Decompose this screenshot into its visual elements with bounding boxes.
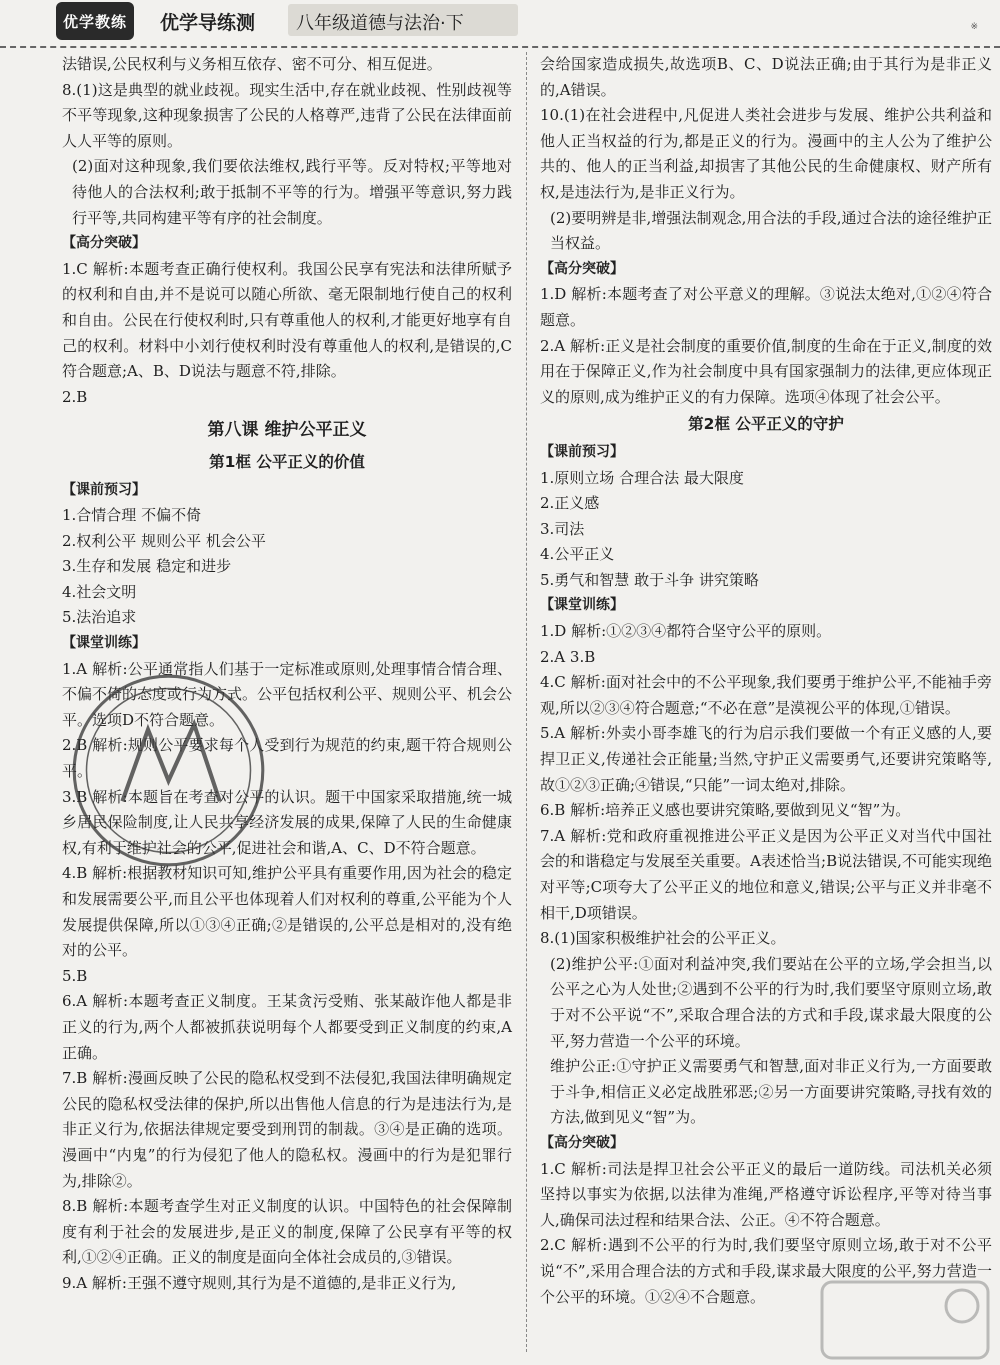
chapter-title: 第八课 维护公平正义 <box>207 420 367 441</box>
answer-item: 2.正义感 <box>540 494 600 513</box>
answer-item: 6.A 解析:本题考查正义制度。王某贪污受贿、张某敲诈他人都是非正义的行为,两个人都被抓获说明每个人都要受到正义制度的约束,A正确。 <box>62 992 512 1062</box>
answer-item: 4.B 解析:根据教材知识可知,维护公平具有重要作用,因为社会的稳定和发展需要公平,而且公平也体现着人们对权利的尊重,公平能为个人发展提供保障,所以①③④正确;②是错误的,公平总是相对的,没有绝对的公平。 <box>62 864 512 960</box>
book-subject: 八年级道德与法治·下 <box>296 13 464 34</box>
page-header <box>0 0 1000 48</box>
section-heading-gaofen-2: 【高分突破】 <box>540 1134 624 1151</box>
answer-item: 7.A 解析:党和政府重视推进公平正义是因为公平正义对当代中国社会的和谐稳定与发展至关重要。A表述恰当;B说法错误,不可能实现绝对平等;C项夸大了公平正义的地位和意义,错误;公平与正义并非毫不相干,D项错误。 <box>540 826 992 922</box>
subsection-title: 第2框 公平正义的守护 <box>688 415 844 434</box>
answer-item: 10.(1)在社会进程中,凡促进人类社会进步与发展、维护公共利益和他人正当权益的行为,都是正义的行为。漫画中的主人公为了维护公共的、他人的正当利益,却损害了其他公民的生命健康权、财产所有权,是违法行为,是非正义行为。 <box>540 106 992 201</box>
answer-item: 维护公正:①守护正义需要勇气和智慧,面对非正义行为,一方面要敢于斗争,相信正义必定战胜邪恶;②另一方面要讲究策略,寻找有效的方法,做到见义“智”为。 <box>550 1057 992 1127</box>
answer-item: 2.B 解析:规则公平要求每个人受到行为规范的约束,题干符合规则公平。 <box>62 736 512 781</box>
section-heading-gaofen: 【高分突破】 <box>62 235 146 252</box>
answer-item: 4.公平正义 <box>540 545 615 564</box>
answer-item: (2)面对这种现象,我们要依法维权,践行平等。反对特权;平等地对待他人的合法权利;敢于抵制不平等的行为。增强平等意识,努力践行平等,共同构建平等有序的社会制度。 <box>72 157 512 227</box>
left-column <box>62 52 512 1297</box>
answer-item: 7.B 解析:漫画反映了公民的隐私权受到不法侵犯,我国法律明确规定公民的隐私权受法律的保护,所以出售他人信息的行为是违法行为,是非正义行为,依据法律规定要受到刑罚的制裁。③④是正确的选项。漫画中“内鬼”的行为侵犯了他人的隐私权。漫画中的行为是犯罪行为,排除②。 <box>62 1069 512 1190</box>
answer-item: 2.A 3.B <box>540 647 596 666</box>
answer-item: 5.勇气和智慧 敢于斗争 讲究策略 <box>540 570 759 589</box>
answer-item: 2.B <box>62 387 88 406</box>
section-heading-xunlian: 【课堂训练】 <box>62 635 146 652</box>
answer-item: 8.B 解析:本题考查学生对正义制度的认识。中国特色的社会保障制度有利于社会的发展进步,是正义的制度,保障了公民享有平等的权利,①②④正确。正义的制度是面向全体社会成员的,③错误。 <box>62 1197 512 1267</box>
book-title: 优学导练测 <box>160 12 256 34</box>
subsection-title: 第1框 公平正义的价值 <box>209 452 365 471</box>
answer-item: 2.A 解析:正义是社会制度的重要价值,制度的生命在于正义,制度的效用在于保障正义,作为社会制度中具有国家强制力的法律,更应体现正义的原则,成为维护正义的有力保障。选项④体现了社会公平。 <box>540 336 992 406</box>
right-column <box>540 52 992 1310</box>
brand-logo: 优学教练 <box>56 2 134 40</box>
answer-item: (2)维护公平:①面对利益冲突,我们要站在公平的立场,学会担当,以公平之心为人处世;②遇到不公平的行为时,我们要坚守原则立场,敢于对不公平说“不”,采取合理合法的方式和手段,谋求最大限度的公平,努力营造一个公平的环境。 <box>550 954 992 1050</box>
section-heading-xunlian: 【课堂训练】 <box>540 597 624 614</box>
answer-item: 1.C 解析:本题考查正确行使权利。我国公民享有宪法和法律所赋予的权利和自由,并不是说可以随心所欲、毫无限制地行使自己的权利和自由。公民在行使权利时,只有尊重他人的权利,才能更好地享有自己的权利。材料中小刘行使权利时没有尊重他人的权利,是错误的,C符合题意;A、B、D说法与题意不符,排除。 <box>62 259 512 381</box>
paragraph: 法错误,公民权利与义务相互依存、密不可分、相互促进。 <box>62 55 442 73</box>
answer-item: 1.A 解析:公平通常指人们基于一定标准或原则,处理事情合情合理、不偏不倚的态度或行为方式。公平包括权利公平、规则公平、机会公平。选项D不符合题意。 <box>62 659 513 729</box>
column-divider <box>526 52 527 1352</box>
section-heading-gaofen: 【高分突破】 <box>540 260 624 277</box>
answer-item: 1.合情合理 不偏不倚 <box>62 506 202 525</box>
answer-item: 9.A 解析:王强不遵守规则,其行为是不道德的,是非正义行为, <box>62 1273 457 1292</box>
answer-item: 3.生存和发展 稳定和进步 <box>62 557 232 576</box>
answer-item: (2)要明辨是非,增强法制观念,用合法的手段,通过合法的途径维护正当权益。 <box>550 208 992 253</box>
answer-item: 4.社会文明 <box>62 582 137 601</box>
paragraph: 会给国家造成损失,故选项B、C、D说法正确;由于其行为是非正义的,A错误。 <box>540 55 992 99</box>
page-marker: ※ <box>970 22 978 32</box>
answer-item: 2.C 解析:遇到不公平的行为时,我们要坚守原则立场,敢于对不公平说“不”,采用合理合法的方式和手段,谋求最大限度的公平,努力营造一个公平的环境。①②④不合题意。 <box>540 1236 992 1306</box>
section-heading-yuxi: 【课前预习】 <box>62 481 146 498</box>
answer-item: 1.D 解析:①②③④都符合坚守公平的原则。 <box>540 622 832 641</box>
answer-item: 4.C 解析:面对社会中的不公平现象,我们要勇于维护公平,不能袖手旁观,所以②③④符合题意;“不必在意”是漠视公平的体现,①错误。 <box>540 673 992 717</box>
answer-item: 3.B 解析:本题旨在考查对公平的认识。题干中国家采取措施,统一城乡居民保险制度,让人民共享经济发展的成果,保障了人民的生命健康权,有利于维护社会的公平,促进社会和谐,A、C、D不符合题意。 <box>62 787 512 857</box>
answer-item: 1.D 解析:本题考查了对公平意义的理解。③说法太绝对,①②④符合题意。 <box>540 285 992 329</box>
answer-item: 5.B <box>62 966 88 985</box>
answer-item: 5.A 解析:外卖小哥李雄飞的行为启示我们要做一个有正义感的人,要捍卫正义,传递社会正能量;当然,守护正义需要勇气,还要讲究策略等,故①②③正确;④错误,“只能”一词太绝对,排除。 <box>540 724 992 794</box>
answer-item: 8.(1)国家积极维护社会的公平正义。 <box>540 929 786 948</box>
answer-item: 6.B 解析:培养正义感也要讲究策略,要做到见义“智”为。 <box>540 801 911 820</box>
answer-item: 5.法治追求 <box>62 608 137 627</box>
answer-item: 1.原则立场 合理合法 最大限度 <box>540 468 744 487</box>
section-heading-yuxi: 【课前预习】 <box>540 443 624 460</box>
answer-item: 3.司法 <box>540 519 585 538</box>
answer-item: 1.C 解析:司法是捍卫社会公平正义的最后一道防线。司法机关必须坚持以事实为依据,以法律为准绳,严格遵守诉讼程序,平等对待当事人,确保司法过程和结果合法、公正。④不符合题意。 <box>540 1159 992 1229</box>
answer-item: 2.权利公平 规则公平 机会公平 <box>62 531 266 550</box>
answer-item: 8.(1)这是典型的就业歧视。现实生活中,存在就业歧视、性别歧视等不平等现象,这种现象损害了公民的人格尊严,违背了公民在法律面前人人平等的原则。 <box>62 80 512 150</box>
